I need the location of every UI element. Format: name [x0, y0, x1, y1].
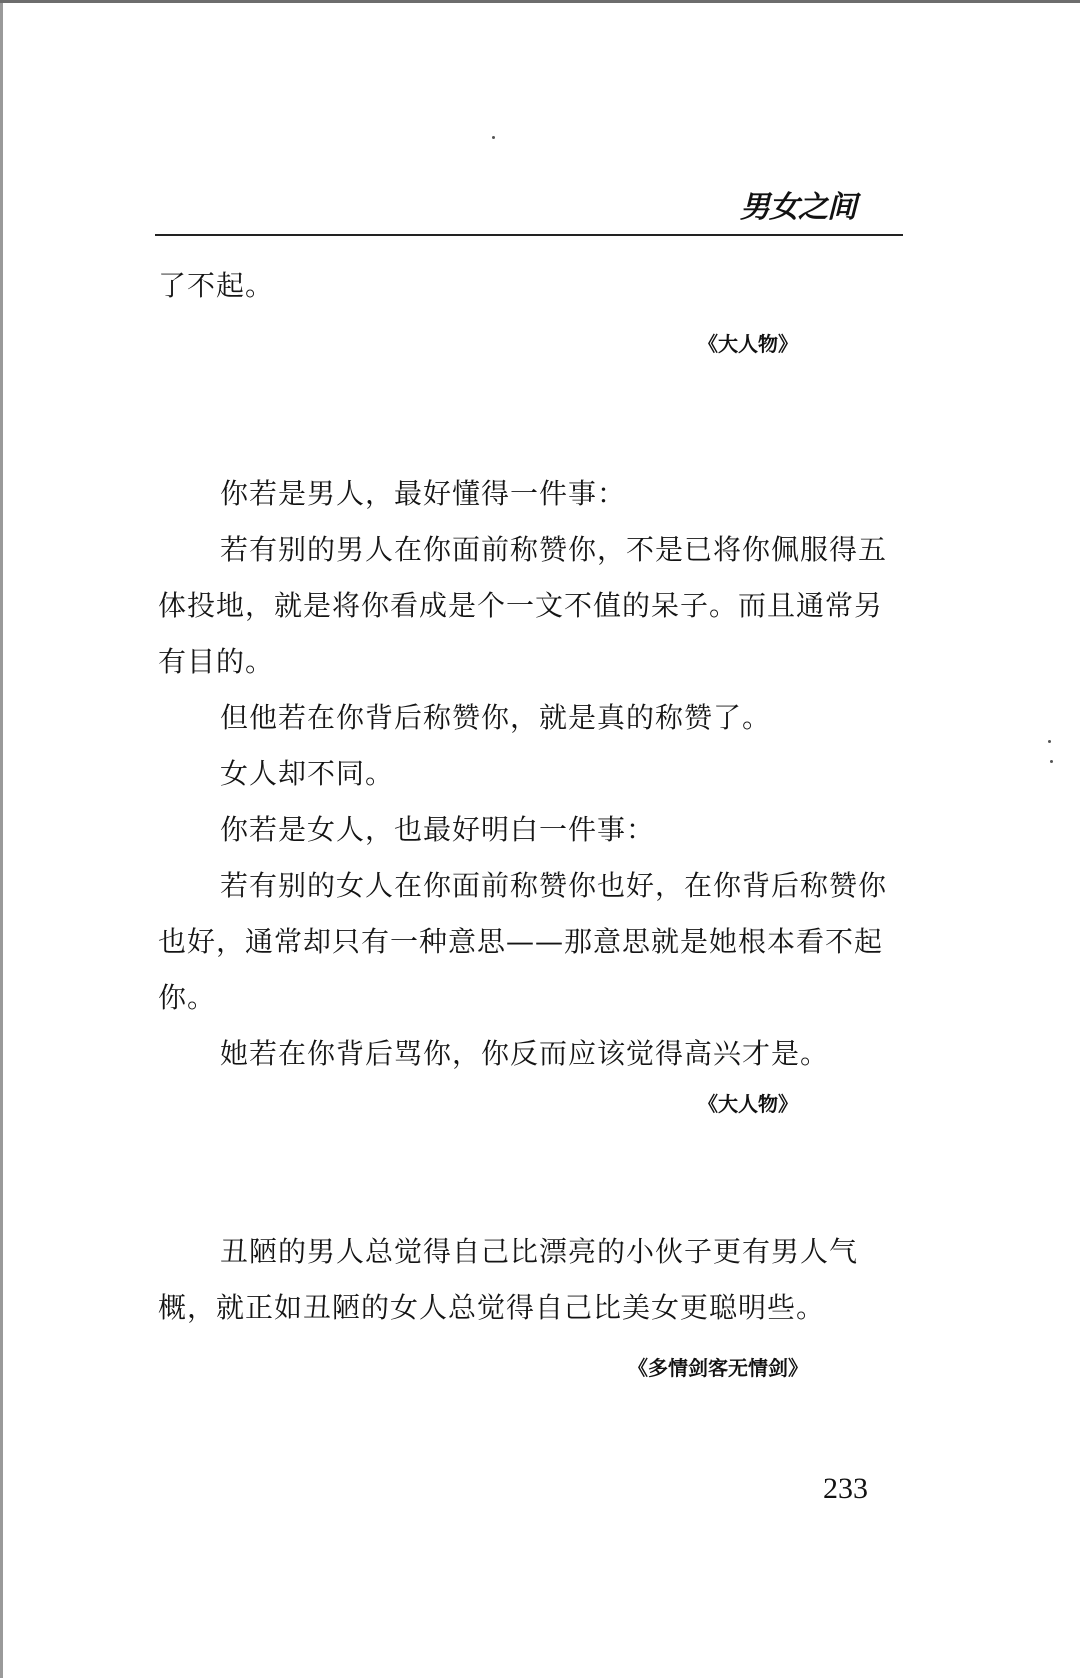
paragraph: 你若是男人，最好懂得一件事：: [220, 477, 627, 510]
source-citation: 《大人物》: [698, 332, 798, 356]
page-number: 233: [823, 1472, 868, 1505]
paragraph: 若有别的男人在你面前称赞你，不是已将你佩服得五体投地，就是将你看成是个一文不值的呆子。而且通常另有目的。: [158, 533, 888, 678]
scan-edge-top: [0, 0, 1080, 3]
paragraph: 女人却不同。: [220, 757, 395, 790]
running-head-title: 男女之间: [740, 190, 856, 225]
paragraph: 丑陋的男人总觉得自己比漂亮的小伙子更有男人气概，就正如丑陋的女人总觉得自己比美女更聪明些。: [158, 1235, 859, 1324]
scan-speck: [1050, 760, 1053, 763]
source-citation: 《大人物》: [698, 1092, 798, 1116]
paragraph: 她若在你背后骂你，你反而应该觉得高兴才是。: [220, 1037, 830, 1070]
paragraph: 若有别的女人在你面前称赞你也好，在你背后称赞你也好，通常却只有一种意思——那意思就是她根本看不起你。: [158, 869, 888, 1014]
source-citation: 《多情剑客无情剑》: [628, 1356, 808, 1380]
paragraph: 你若是女人，也最好明白一件事：: [220, 813, 656, 846]
header-rule: [155, 234, 903, 236]
scan-edge-left: [0, 0, 3, 1678]
paragraph: 但他若在你背后称赞你，就是真的称赞了。: [220, 701, 772, 734]
scan-speck: [1048, 740, 1051, 743]
paragraph-continuation: 了不起。: [158, 269, 275, 302]
scan-speck: [492, 136, 495, 139]
